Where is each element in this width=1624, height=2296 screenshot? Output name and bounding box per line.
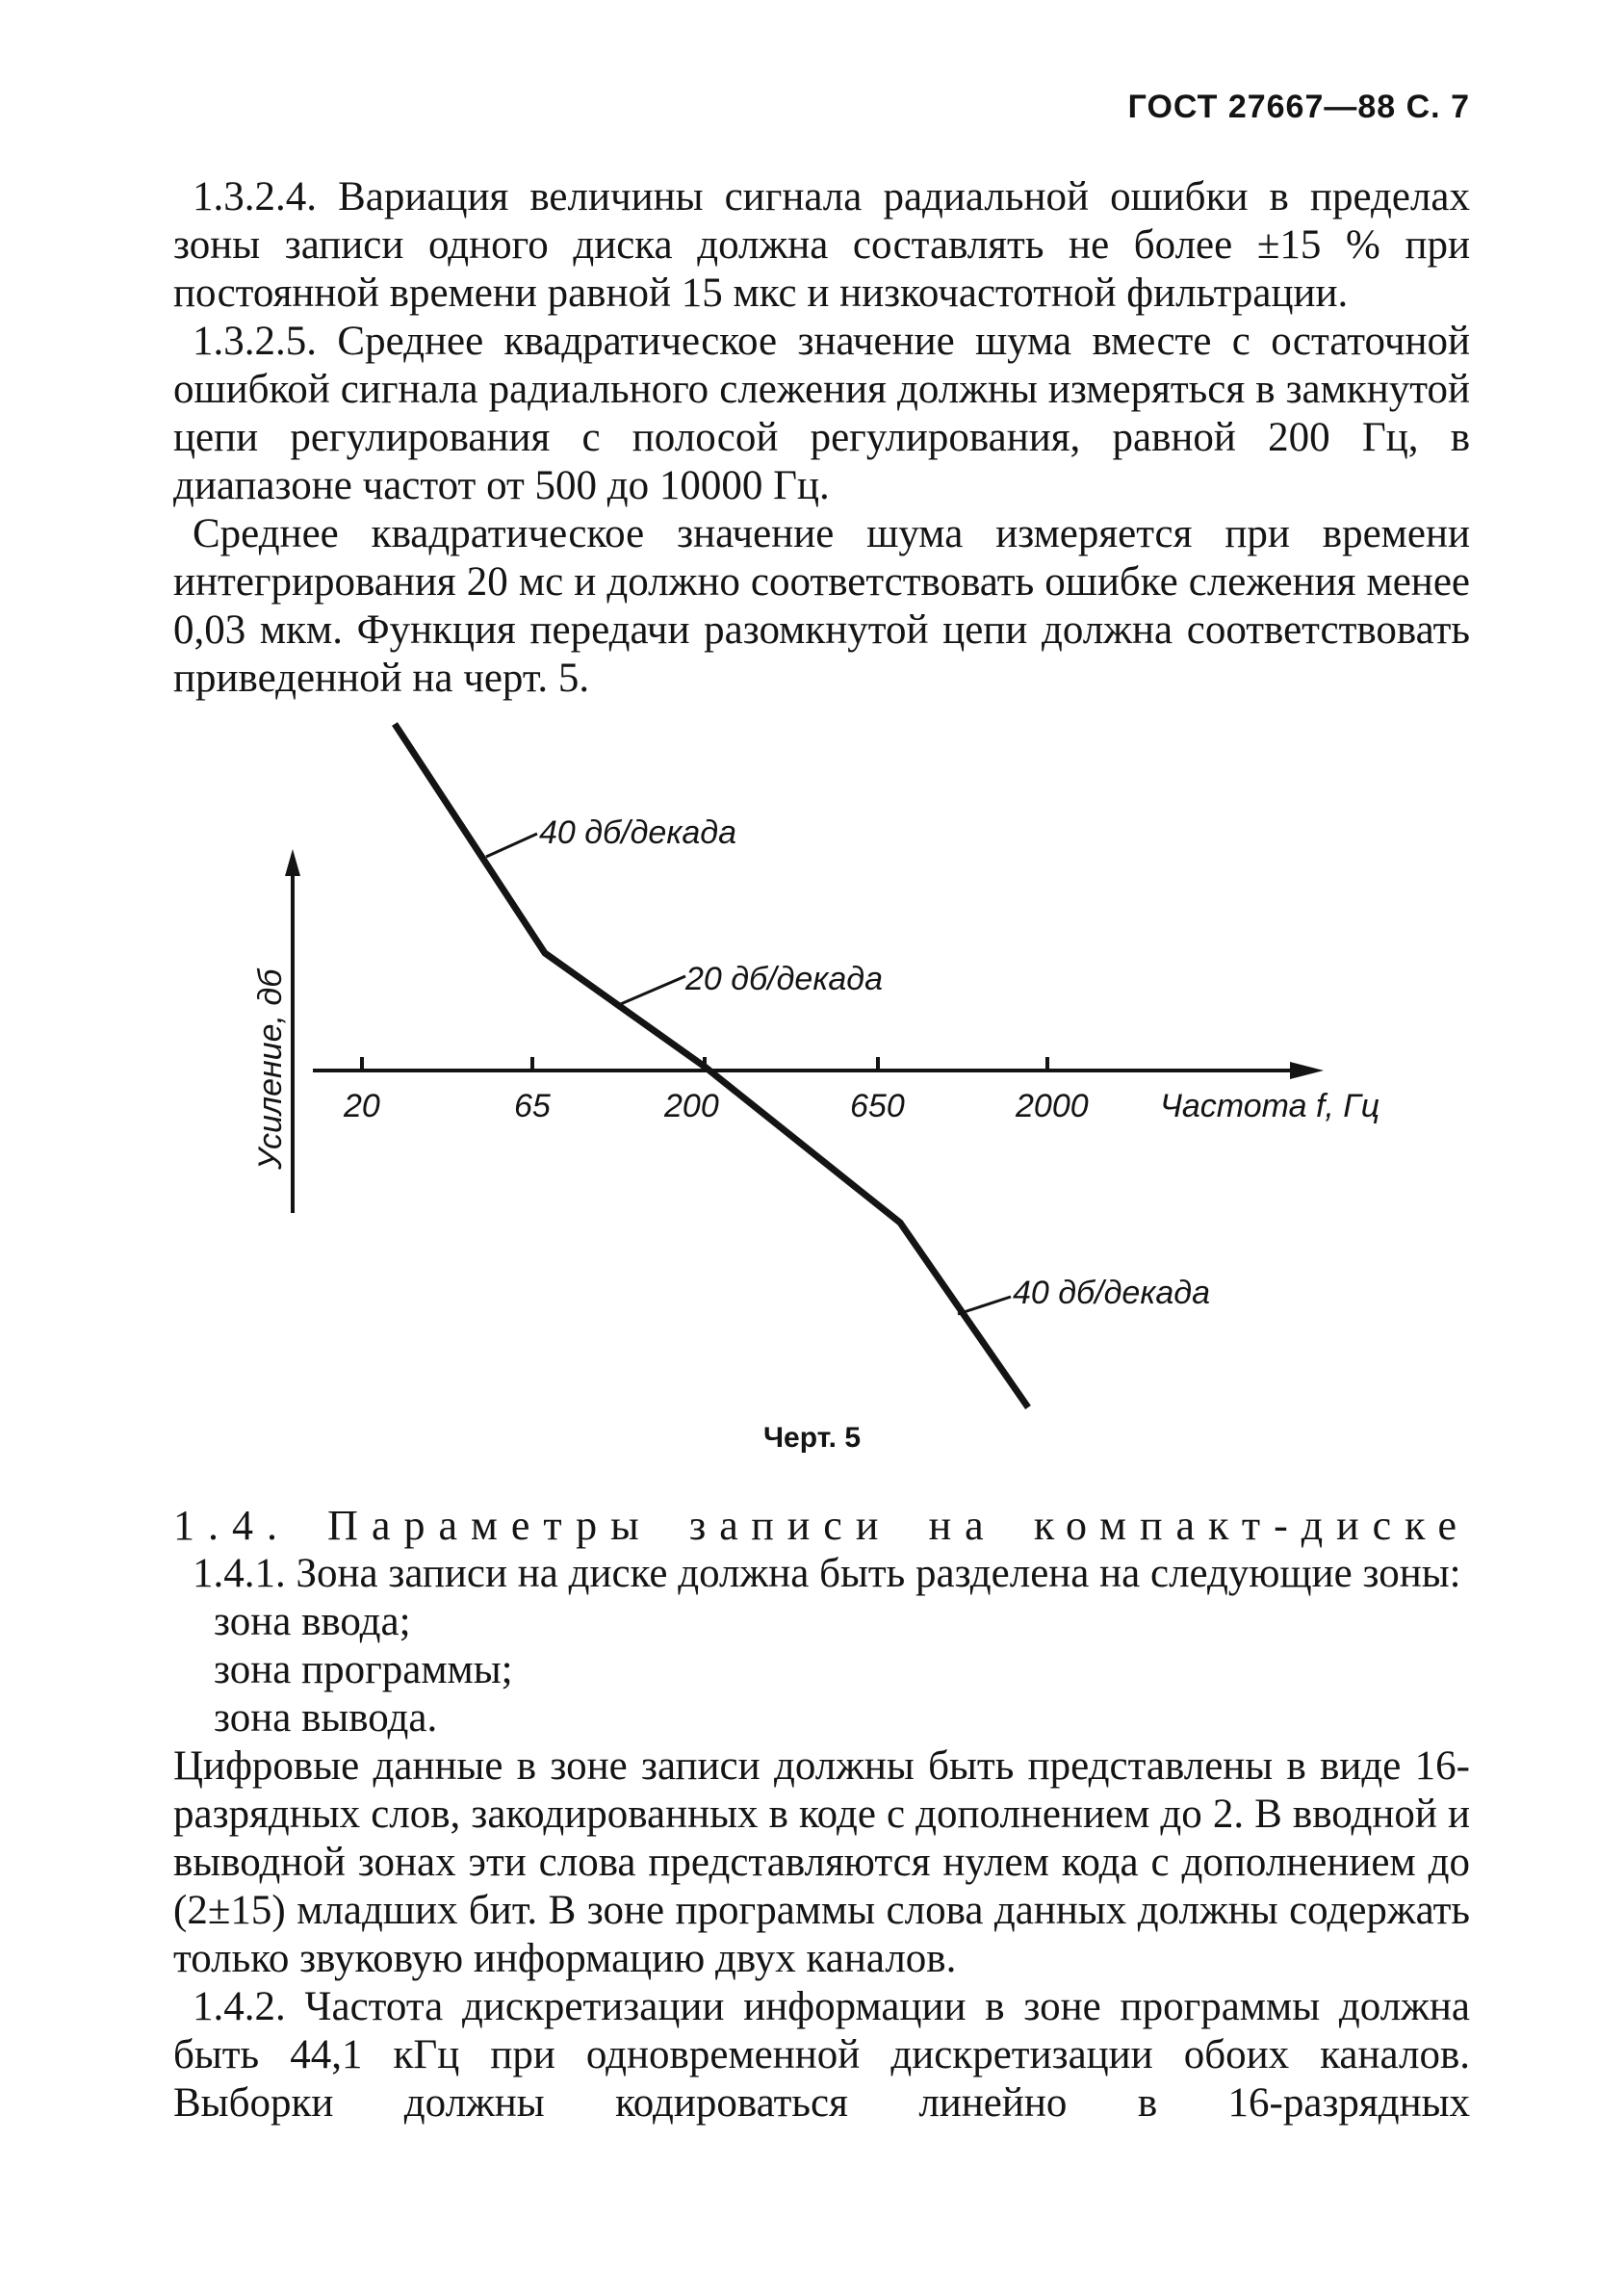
leader-line (486, 834, 537, 857)
slope-label-bottom: 40 дб/декада (1013, 1275, 1210, 1311)
x-axis-arrow (1290, 1062, 1324, 1079)
leader-line (616, 976, 685, 1006)
x-tick-label: 20 (344, 1088, 380, 1124)
y-axis-arrow (285, 849, 300, 876)
leader-line (958, 1297, 1011, 1314)
paragraph-1-4-1: 1.4.1. Зона записи на диске должна быть разделена на следующие зоны: (193, 1551, 1461, 1596)
list-item: зона программы; (214, 1647, 513, 1692)
section-title: 1.4. Параметры записи на компакт-диске (173, 1502, 1470, 1549)
x-tick-label: 200 (664, 1088, 719, 1124)
transfer-function-figure (0, 674, 1624, 1463)
slope-label-mid: 20 дб/декада (685, 961, 883, 997)
text-block-top (173, 173, 1470, 703)
y-axis-label: Усиление, дб (252, 968, 289, 1170)
paragraph-noise: Среднее квадратическое значение шума измеряется при времени интегрирования 20 мс и должно соответствовать ошибке слежения менее 0,03 мкм. Функция передачи разомкнутой цепи должна соответствовать приведенной на черт. 5. (173, 511, 1470, 701)
list-item: зона ввода; (214, 1599, 411, 1644)
list-item: зона вывода. (214, 1695, 438, 1741)
x-tick-label: 65 (514, 1088, 551, 1124)
x-tick-label: 650 (850, 1088, 905, 1124)
paragraph-1-4-2: 1.4.2. Частота дискретизации информации в зоне программы должна быть 44,1 кГц при одновременной дискретизации обоих каналов. Выборки должны кодироваться линейно в 16-разрядных (173, 1984, 1470, 2126)
x-tick-label: 2000 (1016, 1088, 1089, 1124)
x-axis-label: Частота f, Гц (1160, 1088, 1380, 1124)
paragraph-1-3-2-5: 1.3.2.5. Среднее квадратическое значение шума вместе с остаточной ошибкой сигнала радиального слежения должны измеряться в замкнутой цепи регулирования с полосой регулирования, равной 200 Гц, в диапазоне частот от 500 до 10000 Гц. (173, 319, 1470, 508)
text-block-bottom (173, 1502, 1470, 2128)
figure-caption: Черт. 5 (762, 1422, 862, 1454)
slope-label-top: 40 дб/декада (539, 814, 736, 851)
paragraph-1-3-2-4: 1.3.2.4. Вариация величины сигнала радиальной ошибки в пределах зоны записи одного диска должна составлять не более ±15 % при постоянной времени равной 15 мкс и низкочастотной фильтрации. (173, 174, 1470, 316)
paragraph-digital-data: Цифровые данные в зоне записи должны быть представлены в виде 16-разрядных слов, закодированных в коде с дополнением до 2. В вводной и выводной зонах эти слова представляются нулем кода с дополнением до (2±15) младших бит. В зоне программы слова данных должны содержать только звуковую информацию двух каналов. (173, 1743, 1470, 1981)
page-header: ГОСТ 27667—88 С. 7 (1127, 89, 1470, 125)
